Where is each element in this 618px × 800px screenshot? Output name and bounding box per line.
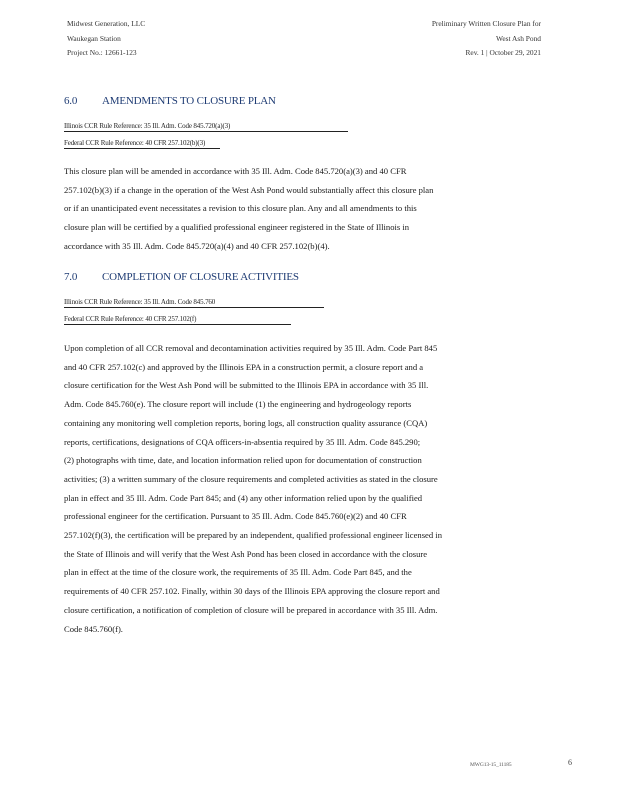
paragraph-line: or if an unanticipated event necessitates a revision to this closure plan. Any and all amendments to this [64, 203, 417, 214]
section-6-title: AMENDMENTS TO CLOSURE PLAN [102, 95, 276, 107]
page-number: 6 [568, 758, 572, 767]
bates-number: MWG13-15_11185 [470, 762, 512, 768]
section-6-heading [64, 95, 276, 107]
paragraph-line: 257.102(b)(3) if a change in the operation of the West Ash Pond would substantially affect this closure plan [64, 184, 434, 195]
paragraph-line: closure certification, a notification of completion of closure will be prepared in accordance with 35 Ill. Adm. [64, 604, 438, 615]
section-7-ref-illinois: Illinois CCR Rule Reference: 35 Ill. Adm. Code 845.760 [64, 298, 324, 308]
header-left [67, 17, 145, 61]
header-station: Waukegan Station [67, 33, 121, 43]
header-company: Midwest Generation, LLC [67, 19, 146, 28]
section-7-paragraph [64, 339, 542, 638]
paragraph-line: Adm. Code 845.760(e). The closure report will include (1) the engineering and hydrogeology reports [64, 399, 412, 410]
paragraph-line: closure plan will be certified by a qualified professional engineer registered in the State of Illinois in [64, 222, 410, 233]
paragraph-line: Upon completion of all CCR removal and decontamination activities required by 35 Ill. Adm. Code Part 845 [64, 343, 438, 353]
paragraph-line: activities; (3) a written summary of the closure requirements and completed activities as stated in the closure [64, 473, 438, 484]
paragraph-line: closure certification for the West Ash Pond will be submitted to the Illinois EPA in accordance with 35 Ill. [64, 380, 429, 391]
section-7-heading [64, 271, 299, 283]
section-6-ref-illinois: Illinois CCR Rule Reference: 35 Ill. Adm. Code 845.720(a)(3) [64, 122, 348, 132]
paragraph-line: reports, certifications, designations of CQA officers-in-absentia required by 35 Ill. Adm. Code 845.290; [64, 436, 421, 447]
paragraph-line: professional engineer for the certification. Pursuant to 35 Ill. Adm. Code 845.760(e)(2) and 40 CFR [64, 511, 407, 522]
header-revision: Rev. 1 | October 29, 2021 [465, 48, 541, 57]
header-doc-subject: West Ash Pond [496, 33, 541, 43]
paragraph-line: plan in effect at the time of the closure work, the requirements of 35 Ill. Adm. Code Part 845, and the [64, 567, 412, 578]
section-6-ref-federal: Federal CCR Rule Reference: 40 CFR 257.102(b)(3) [64, 139, 220, 149]
section-7-ref-federal: Federal CCR Rule Reference: 40 CFR 257.102(f) [64, 315, 291, 325]
section-6-number: 6.0 [64, 95, 78, 107]
paragraph-line: plan in effect and 35 Ill. Adm. Code Part 845; and (4) any other information relied upon by the qualified [64, 492, 423, 503]
paragraph-line: Code 845.760(f). [64, 623, 123, 634]
paragraph-line: requirements of 40 CFR 257.102. Finally, within 30 days of the Illinois EPA approving the closure report and [64, 586, 440, 597]
header-project: Project No.: 12661-123 [67, 48, 137, 57]
section-7-number: 7.0 [64, 271, 78, 283]
header-doc-title: Preliminary Written Closure Plan for [431, 19, 541, 28]
section-7-title: COMPLETION OF CLOSURE ACTIVITIES [102, 271, 299, 283]
section-6-paragraph [64, 162, 542, 256]
paragraph-line: accordance with 35 Ill. Adm. Code 845.720(a)(4) and 40 CFR 257.102(b)(4). [64, 240, 330, 251]
paragraph-line: This closure plan will be amended in accordance with 35 Ill. Adm. Code 845.720(a)(3) and 40 CFR [64, 166, 407, 176]
paragraph-line: the State of Illinois and will verify that the West Ash Pond has been closed in accordance with the closure [64, 548, 428, 559]
paragraph-line: 257.102(f)(3), the certification will be prepared by an independent, qualified professional engineer licensed in [64, 530, 442, 541]
paragraph-line: containing any monitoring well completion reports, boring logs, all construction quality assurance (CQA) [64, 417, 428, 428]
paragraph-line: and 40 CFR 257.102(c) and approved by the Illinois EPA in a construction permit, a closure report and a [64, 361, 424, 372]
header-right [432, 17, 541, 61]
paragraph-line: (2) photographs with time, date, and location information relied upon for documentation of construction [64, 455, 422, 466]
